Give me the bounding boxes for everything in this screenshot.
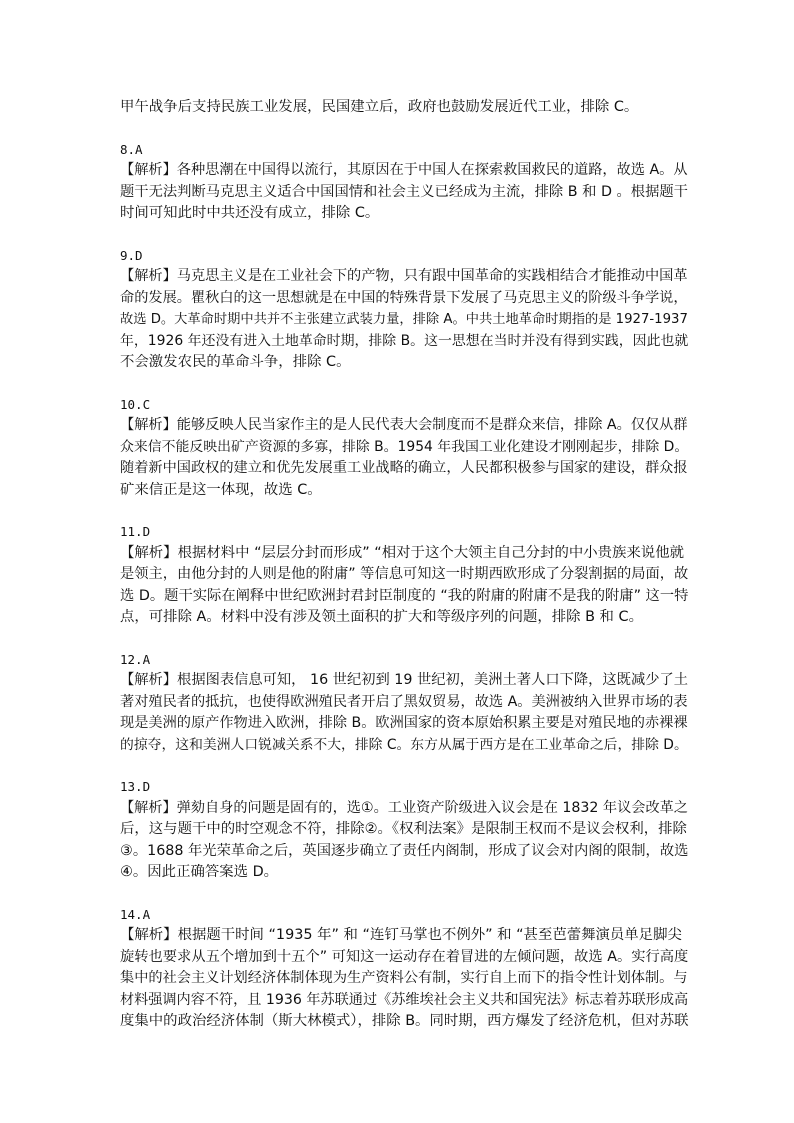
text-line: 后，这与题干中的时空观念不符，排除②。《权利法案》是限制王权而不是议会权利，排除 bbox=[120, 821, 687, 837]
text-line: 【解析】根据题干时间 “1935 年” 和 “连钉马掌也不例外” 和 “甚至芭蕾舞演员单足脚尖 bbox=[120, 927, 682, 943]
answer-item-14 bbox=[120, 904, 688, 1033]
text-line: 【解析】马克思主义是在工业社会下的产物，只有跟中国革命的实践相结合才能推动中国革 bbox=[120, 268, 688, 284]
text-line: 材料强调内容不符，且 1936 年苏联通过《苏维埃社会主义共和国宪法》标志着苏联形成高 bbox=[120, 991, 689, 1008]
text-line: 是领主，由他分封的人则是他的附庸” 等信息可知这一时期西欧形成了分裂割据的局面，故 bbox=[120, 566, 689, 582]
text-line: 选 D。题干实际在阐释中世纪欧洲封君封臣制度的 “我的附庸的附庸不是我的附庸” 这一特 bbox=[120, 587, 689, 604]
text-line: 点，可排除 A。材料中没有涉及领土面积的扩大和等级序列的问题，排除 B 和 C。 bbox=[120, 609, 643, 625]
question-number: 14.A bbox=[120, 906, 151, 922]
text-line: 题干无法判断马克思主义适合中国国情和社会主义已经成为主流，排除 B 和 D 。根据题干 bbox=[120, 183, 688, 200]
text-line: ③。1688 年光荣革命之后，英国逐步确立了责任内阁制，形成了议会对内阁的限制，故选 bbox=[120, 842, 689, 859]
analysis-paragraph bbox=[120, 543, 688, 629]
answer-item-13 bbox=[120, 776, 688, 884]
text-line: 甲午战争后支持民族工业发展，民国建立后，政府也鼓励发展近代工业，排除 C。 bbox=[120, 99, 639, 115]
question-number: 8.A bbox=[120, 141, 143, 157]
text-line: 度集中的政治经济体制（斯大林模式），排除 B。同时期，西方爆发了经济危机，但对苏联 bbox=[120, 1013, 689, 1029]
text-line: 矿来信正是这一体现，故选 C。 bbox=[120, 481, 322, 498]
answer-item-8 bbox=[120, 139, 688, 225]
answer-item-10 bbox=[120, 394, 688, 502]
question-number: 11.D bbox=[120, 524, 151, 539]
analysis-paragraph bbox=[120, 266, 688, 374]
text-line: 【解析】弹劾自身的问题是固有的，选①。工业资产阶级进入议会是在 1832 年议会改革之 bbox=[120, 799, 688, 816]
answer-item-9 bbox=[120, 245, 688, 374]
text-line: 【解析】根据材料中 “层层分封而形成” “相对于这个大领主自己分封的中小贵族来说他就 bbox=[120, 544, 684, 561]
analysis-paragraph bbox=[120, 670, 688, 756]
answer-item-12 bbox=[120, 649, 688, 757]
text-line: 【解析】根据图表信息可知， 16 世纪初到 19 世纪初，美洲土著人口下降，这既减少了土 bbox=[120, 672, 689, 688]
answer-item-11 bbox=[120, 521, 688, 629]
text-line: 【解析】各种思潮在中国得以流行，其原因在于中国人在探索救国救民的道路，故选 A。从 bbox=[120, 162, 688, 178]
question-number: 13.D bbox=[120, 779, 151, 794]
text-line: 的掠夺，这和美洲人口锐减关系不大，排除 C。东方从属于西方是在工业革命之后，排除 D。 bbox=[120, 736, 688, 753]
text-line: 不会激发农民的革命斗争，排除 C。 bbox=[120, 354, 351, 370]
intro-paragraph bbox=[120, 97, 688, 119]
analysis-paragraph bbox=[120, 925, 688, 1033]
text-line: 现是美洲的原产作物进入欧洲，排除 B。欧洲国家的资本原始积累主要是对殖民地的赤裸裸 bbox=[120, 715, 688, 731]
question-number: 9.D bbox=[120, 247, 143, 263]
text-line: 故选 D。大革命时期中共并不主张建立武装力量，排除 A。中共土地革命时期指的是 1927-1937 bbox=[120, 312, 688, 327]
text-line: 【解析】能够反映人民当家作主的是人民代表大会制度而不是群众来信，排除 A。仅仅从群 bbox=[120, 417, 688, 433]
analysis-paragraph bbox=[120, 798, 688, 884]
analysis-paragraph bbox=[120, 415, 688, 501]
question-number: 12.A bbox=[120, 651, 151, 667]
text-line: 命的发展。瞿秋白的这一思想就是在中国的特殊背景下发展了马克思主义的阶级斗争学说， bbox=[120, 289, 688, 306]
analysis-paragraph bbox=[120, 160, 688, 225]
answer-document bbox=[120, 97, 688, 1033]
text-line: 旋转也要求从五个增加到十五个” 可知这一运动存在着冒进的左倾问题，故选 A。实行高度 bbox=[120, 948, 689, 965]
question-number: 10.C bbox=[120, 396, 151, 412]
text-line: 著对殖民者的抵抗，也使得欧洲殖民者开启了黑奴贸易，故选 A。美洲被纳入世界市场的表 bbox=[120, 693, 688, 710]
text-line: 集中的社会主义计划经济体制体现为生产资料公有制，实行自上而下的指令性计划体制。与 bbox=[120, 970, 688, 986]
text-line: 时间可知此时中共还没有成立，排除 C。 bbox=[120, 205, 380, 221]
text-line: 年，1926 年还没有进入土地革命时期，排除 B。这一思想在当时并没有得到实践，因此也就 bbox=[120, 332, 689, 349]
text-line: 随着新中国政权的建立和优先发展重工业战略的确立，人民都积极参与国家的建设，群众报 bbox=[120, 460, 688, 476]
text-line: 众来信不能反映出矿产资源的多寡，排除 B。1954 年我国工业化建设才刚刚起步，排除 D。 bbox=[120, 438, 689, 455]
text-line: ④。因此正确答案选 D。 bbox=[120, 864, 279, 880]
